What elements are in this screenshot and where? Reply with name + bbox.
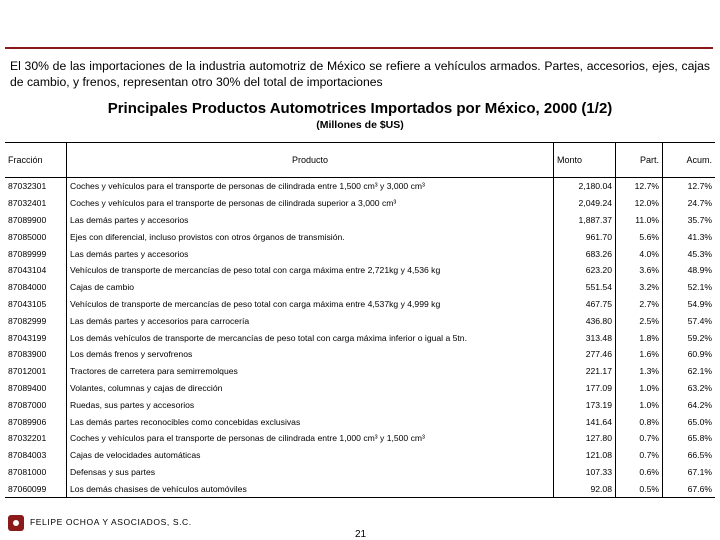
cell-acum: 12.7% [663, 178, 716, 195]
cell-monto: 277.46 [554, 346, 616, 363]
table-row [5, 464, 715, 481]
cell-producto: Vehículos de transporte de mercancías de peso total con carga máxima entre 4,537kg y 4,999 kg [67, 296, 554, 313]
cell-acum: 35.7% [663, 212, 716, 229]
cell-producto: Vehículos de transporte de mercancías de peso total con carga máxima entre 2,721kg y 4,536 kg [67, 262, 554, 279]
table-header-row [5, 143, 715, 178]
cell-monto: 2,180.04 [554, 178, 616, 195]
cell-fraccion: 87084003 [8, 450, 47, 461]
cell-fraccion: 87012001 [8, 366, 47, 377]
table-row [5, 447, 715, 464]
cell-producto: Las demás partes y accesorios [67, 212, 554, 229]
cell-monto: 2,049.24 [554, 195, 616, 212]
cell-acum: 62.1% [663, 363, 716, 380]
table-row [5, 312, 715, 329]
cell-acum: 60.9% [663, 346, 716, 363]
cell-part: 5.6% [616, 228, 663, 245]
cell-monto: 467.75 [554, 296, 616, 313]
cell-producto: Defensas y sus partes [67, 464, 554, 481]
header-acum: Acum. [663, 143, 716, 178]
table-row [5, 228, 715, 245]
cell-fraccion: 87083900 [8, 349, 47, 360]
cell-monto: 92.08 [554, 480, 616, 497]
cell-monto: 551.54 [554, 279, 616, 296]
cell-producto: Los demás vehículos de transporte de mercancías de peso total con carga máxima inferior o igual a 5tn. [67, 329, 554, 346]
footer-company-name: FELIPE OCHOA Y ASOCIADOS, S.C. [30, 517, 192, 527]
cell-acum: 57.4% [663, 312, 716, 329]
cell-fraccion: 87089999 [8, 248, 47, 259]
cell-part: 3.6% [616, 262, 663, 279]
cell-producto: Ejes con diferencial, incluso provistos con otros órganos de transmisión. [67, 228, 554, 245]
table-row [5, 329, 715, 346]
cell-part: 4.0% [616, 245, 663, 262]
cell-monto: 121.08 [554, 447, 616, 464]
cell-monto: 127.80 [554, 430, 616, 447]
cell-part: 12.7% [616, 178, 663, 195]
cell-producto: Los demás chasises de vehículos automóviles [67, 480, 554, 497]
header-part: Part. [616, 143, 663, 178]
cell-part: 0.5% [616, 480, 663, 497]
cell-fraccion: 87084000 [8, 282, 47, 293]
table-subtitle: (Millones de $US) [316, 119, 404, 131]
cell-fraccion: 87032401 [8, 198, 47, 209]
cell-monto: 141.64 [554, 413, 616, 430]
cell-producto: Coches y vehículos para el transporte de personas de cilindrada superior a 3,000 cm³ [67, 195, 554, 212]
table-row [5, 178, 715, 195]
cell-part: 1.0% [616, 380, 663, 397]
cell-producto: Tractores de carretera para semirremolques [67, 363, 554, 380]
table-row [5, 480, 715, 497]
cell-producto: Cajas de cambio [67, 279, 554, 296]
cell-producto: Las demás partes y accesorios [67, 245, 554, 262]
cell-monto: 177.09 [554, 380, 616, 397]
cell-fraccion: 87089400 [8, 382, 47, 393]
cell-fraccion: 87087000 [8, 399, 47, 410]
table-row [5, 262, 715, 279]
cell-acum: 45.3% [663, 245, 716, 262]
cell-fraccion: 87082999 [8, 315, 47, 326]
cell-acum: 67.6% [663, 480, 716, 497]
cell-fraccion: 87085000 [8, 231, 47, 242]
header-producto: Producto [67, 143, 554, 178]
cell-monto: 623.20 [554, 262, 616, 279]
cell-part: 0.6% [616, 464, 663, 481]
cell-part: 0.7% [616, 447, 663, 464]
table-row [5, 396, 715, 413]
cell-fraccion: 87032301 [8, 181, 47, 192]
cell-monto: 221.17 [554, 363, 616, 380]
table-row [5, 212, 715, 229]
cell-acum: 67.1% [663, 464, 716, 481]
cell-monto: 173.19 [554, 396, 616, 413]
cell-producto: Coches y vehículos para el transporte de personas de cilindrada entre 1,000 cm³ y 1,500 cm³ [67, 430, 554, 447]
cell-acum: 65.0% [663, 413, 716, 430]
cell-acum: 64.2% [663, 396, 716, 413]
cell-acum: 52.1% [663, 279, 716, 296]
cell-producto: Las demás partes reconocibles como concebidas exclusivas [67, 413, 554, 430]
cell-part: 0.7% [616, 430, 663, 447]
cell-fraccion: 87089900 [8, 214, 47, 225]
table-row [5, 279, 715, 296]
cell-acum: 24.7% [663, 195, 716, 212]
cell-monto: 107.33 [554, 464, 616, 481]
cell-producto: Cajas de velocidades automáticas [67, 447, 554, 464]
cell-producto: Los demás frenos y servofrenos [67, 346, 554, 363]
cell-acum: 66.5% [663, 447, 716, 464]
cell-monto: 313.48 [554, 329, 616, 346]
cell-acum: 41.3% [663, 228, 716, 245]
table-row [5, 245, 715, 262]
cell-part: 3.2% [616, 279, 663, 296]
cell-monto: 961.70 [554, 228, 616, 245]
table-row [5, 346, 715, 363]
cell-fraccion: 87060099 [5, 480, 67, 497]
cell-part: 1.8% [616, 329, 663, 346]
table-row [5, 363, 715, 380]
cell-acum: 54.9% [663, 296, 716, 313]
cell-part: 2.7% [616, 296, 663, 313]
imports-table [5, 142, 715, 498]
cell-producto: Coches y vehículos para el transporte de personas de cilindrada entre 1,500 cm³ y 3,000 cm³ [67, 178, 554, 195]
table-row [5, 380, 715, 397]
cell-part: 12.0% [616, 195, 663, 212]
top-divider [5, 47, 713, 49]
intro-paragraph: El 30% de las importaciones de la industria automotriz de México se refiere a vehículos armados. Partes, accesorios, ejes, cajas de cambio, y frenos, representan otro 30% del total de importaciones [10, 59, 710, 89]
cell-part: 2.5% [616, 312, 663, 329]
cell-fraccion: 87043104 [8, 265, 47, 276]
page-number: 21 [355, 529, 367, 540]
company-logo-icon [8, 515, 24, 531]
cell-part: 1.0% [616, 396, 663, 413]
cell-fraccion: 87032201 [8, 433, 47, 444]
cell-fraccion: 87043199 [8, 332, 47, 343]
cell-part: 1.6% [616, 346, 663, 363]
header-monto: Monto [554, 143, 616, 178]
cell-acum: 63.2% [663, 380, 716, 397]
cell-monto: 1,887.37 [554, 212, 616, 229]
cell-acum: 65.8% [663, 430, 716, 447]
header-fraccion: Fracción [5, 143, 67, 178]
table-row [5, 195, 715, 212]
cell-acum: 59.2% [663, 329, 716, 346]
table-title: Principales Productos Automotrices Importados por México, 2000 (1/2) [107, 100, 613, 117]
cell-part: 0.8% [616, 413, 663, 430]
table-row [5, 430, 715, 447]
table-row [5, 413, 715, 430]
cell-producto: Las demás partes y accesorios para carrocería [67, 312, 554, 329]
cell-fraccion: 87043105 [8, 298, 47, 309]
cell-fraccion: 87081000 [8, 466, 47, 477]
table-body [5, 178, 715, 498]
cell-producto: Ruedas, sus partes y accesorios [67, 396, 554, 413]
cell-monto: 436.80 [554, 312, 616, 329]
cell-fraccion: 87089906 [8, 416, 47, 427]
cell-acum: 48.9% [663, 262, 716, 279]
table-row [5, 296, 715, 313]
cell-part: 11.0% [616, 212, 663, 229]
cell-part: 1.3% [616, 363, 663, 380]
cell-producto: Volantes, columnas y cajas de dirección [67, 380, 554, 397]
cell-monto: 683.26 [554, 245, 616, 262]
